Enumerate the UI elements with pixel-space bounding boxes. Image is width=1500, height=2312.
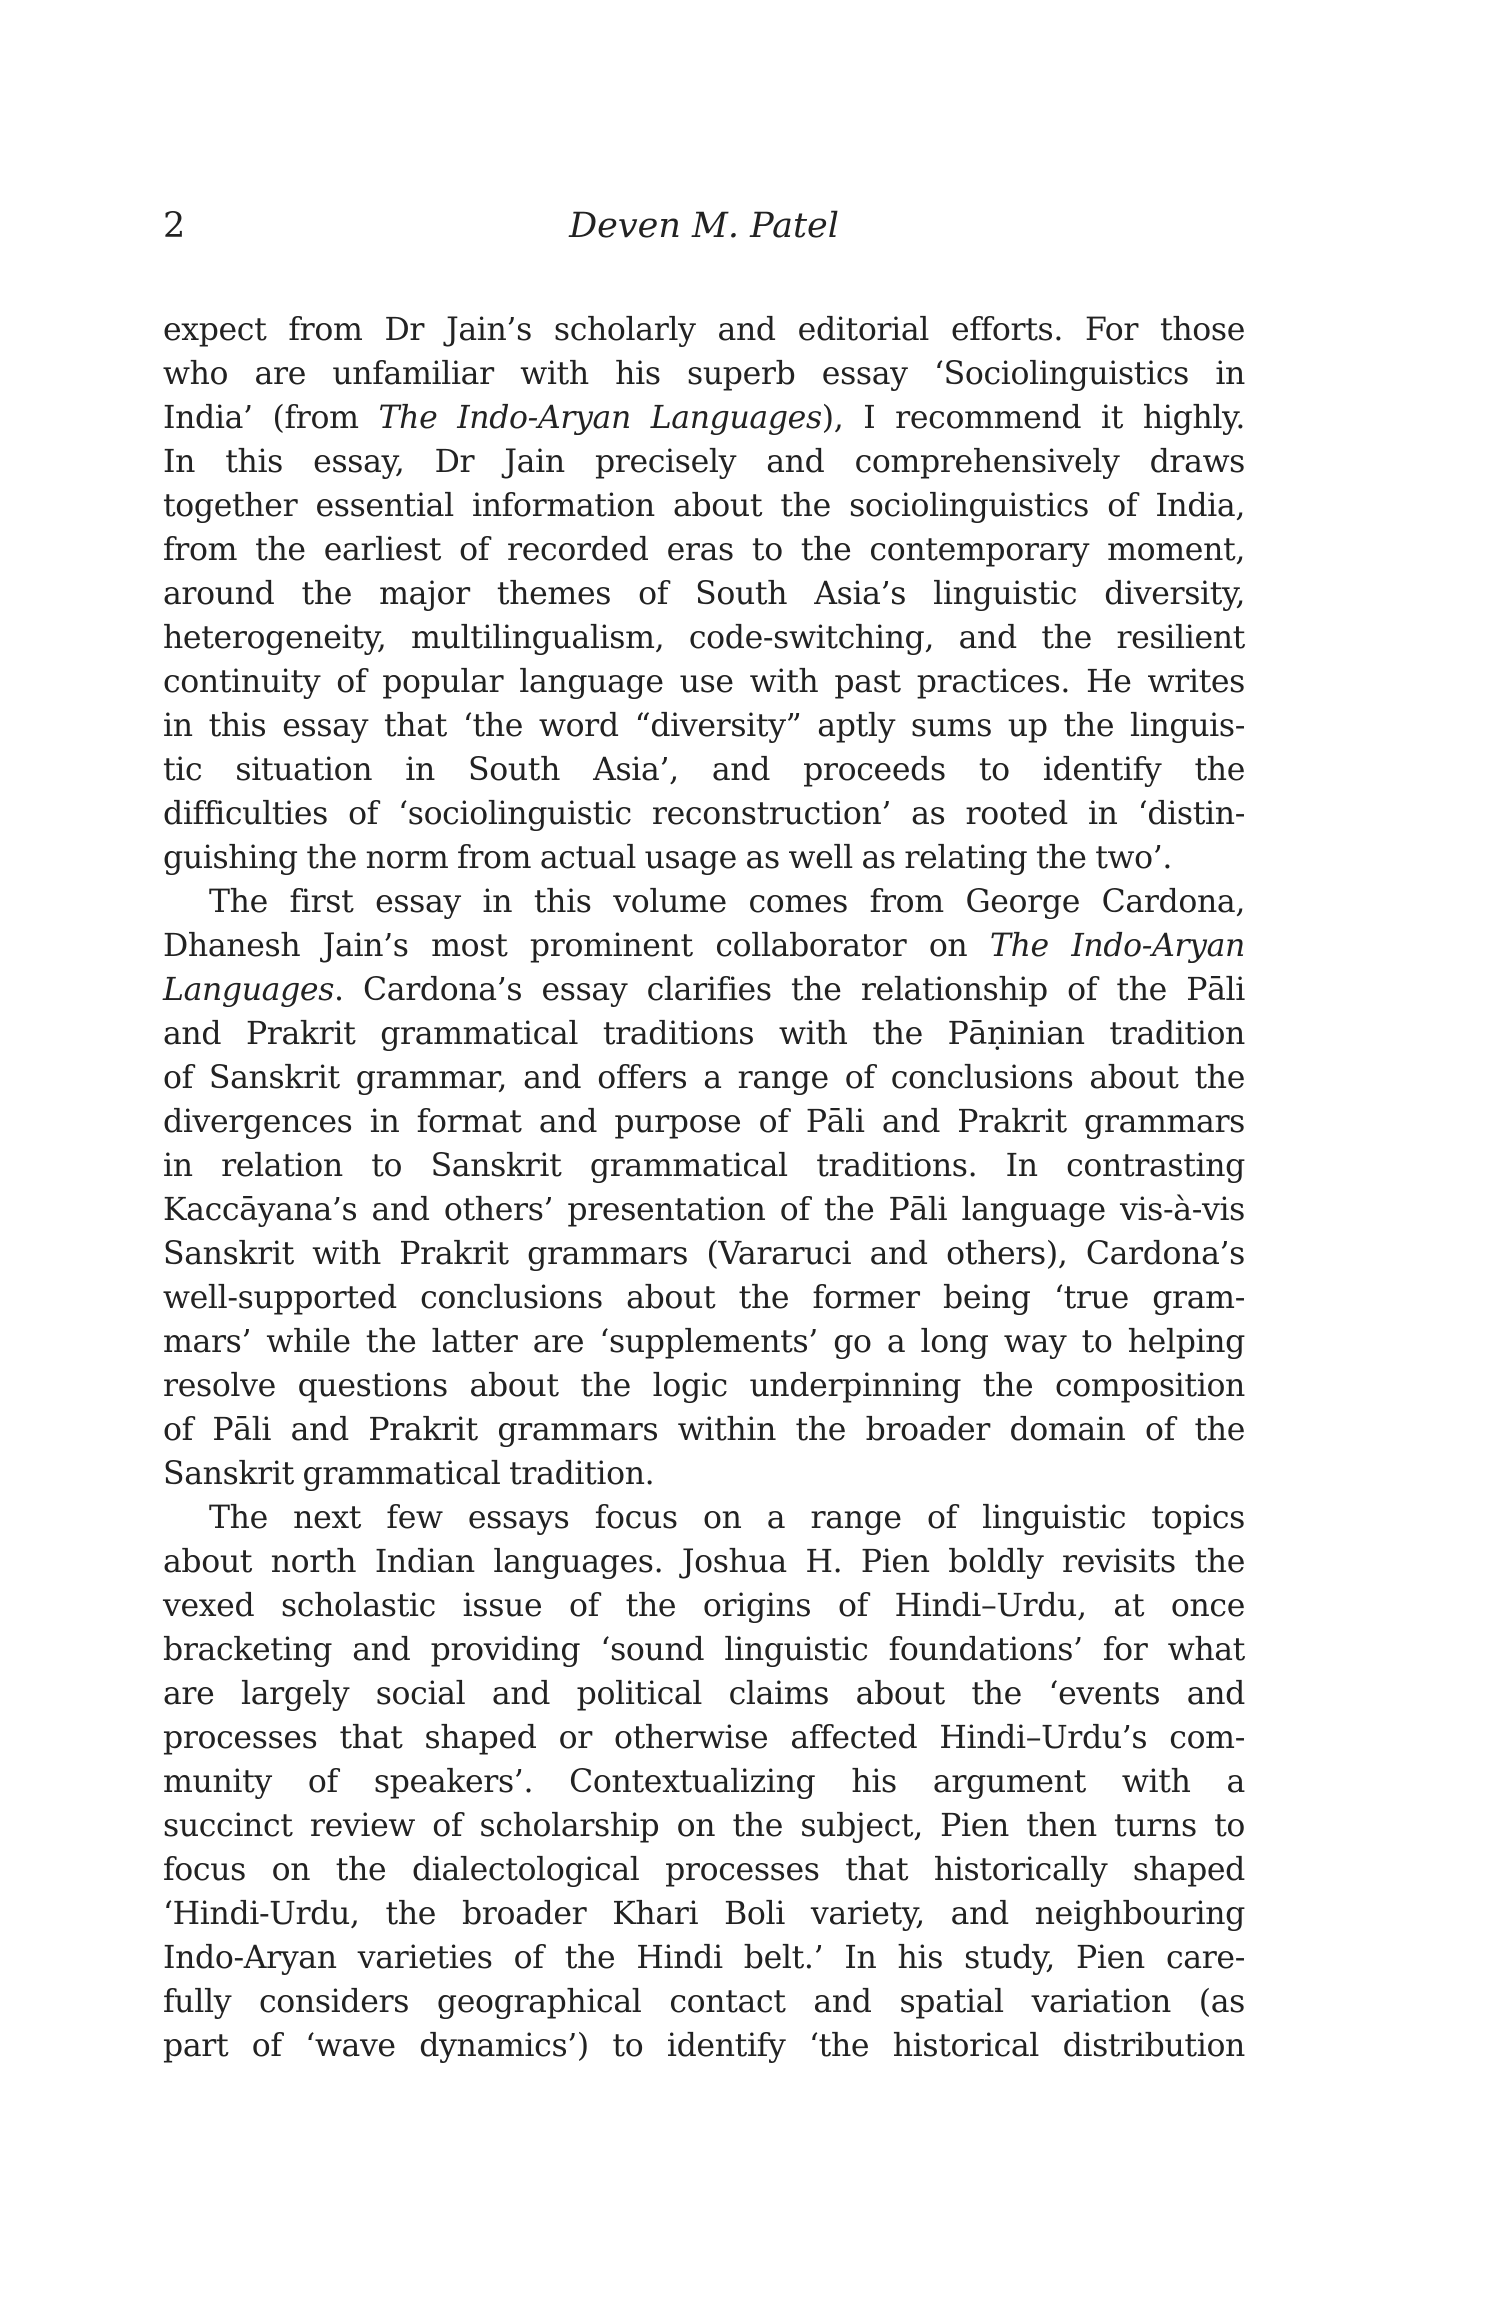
text-line (163, 572, 1245, 616)
text-line (163, 1056, 1245, 1100)
text-line (163, 880, 1245, 924)
text-segment: tic situation in South Asia’, and proceeds to identify the (163, 752, 1245, 788)
text-line (163, 1100, 1245, 1144)
text-segment: in relation to Sanskrit grammatical traditions. In contrasting (163, 1148, 1245, 1184)
text-line (163, 1496, 1245, 1540)
text-line (163, 484, 1245, 528)
text-segment: and Prakrit grammatical traditions with the Pāṇinian tradition (163, 1016, 1245, 1052)
italic-title: The Indo-Aryan (989, 928, 1245, 964)
text-segment: focus on the dialectological processes that historically shaped (163, 1852, 1245, 1888)
text-line (163, 1584, 1245, 1628)
text-line (163, 1760, 1245, 1804)
text-line (163, 792, 1245, 836)
text-segment: succinct review of scholarship on the subject, Pien then turns to (163, 1808, 1245, 1844)
text-line (163, 308, 1245, 352)
text-segment: Kaccāyana’s and others’ presentation of the Pāli language vis-à-vis (163, 1192, 1245, 1228)
text-segment: mars’ while the latter are ‘supplements’ go a long way to helping (163, 1324, 1245, 1360)
text-segment: are largely social and political claims about the ‘events and (163, 1676, 1245, 1712)
text-line (163, 1848, 1245, 1892)
text-line (163, 1188, 1245, 1232)
text-segment: difficulties of ‘sociolinguistic reconstruction’ as rooted in ‘distin- (163, 796, 1245, 832)
text-line (163, 352, 1245, 396)
paragraph (163, 880, 1245, 1496)
paragraph (163, 308, 1245, 880)
italic-title: The Indo-Aryan Languages (378, 400, 822, 436)
text-segment: of Pāli and Prakrit grammars within the broader domain of the (163, 1412, 1245, 1448)
text-segment: guishing the norm from actual usage as well as relating the two’. (163, 840, 1173, 876)
text-segment: Sanskrit grammatical tradition. (163, 1456, 655, 1492)
text-line (163, 1540, 1245, 1584)
text-line (163, 748, 1245, 792)
body-text (163, 308, 1245, 2068)
text-segment: Dhanesh Jain’s most prominent collaborator on (163, 928, 990, 964)
page-number: 2 (163, 206, 186, 246)
text-segment: India’ (from (163, 400, 379, 436)
text-segment: fully considers geographical contact and spatial variation (as (163, 1984, 1245, 2020)
text-segment: ), I recommend it highly. (821, 400, 1245, 436)
text-line (163, 1408, 1245, 1452)
text-segment: of Sanskrit grammar, and offers a range of conclusions about the (163, 1060, 1245, 1096)
text-segment: Sanskrit with Prakrit grammars (Vararuci and others), Cardona’s (163, 1236, 1245, 1272)
text-line (163, 1936, 1245, 1980)
text-line (163, 1232, 1245, 1276)
text-line (163, 1804, 1245, 1848)
text-line (163, 1144, 1245, 1188)
text-segment: . Cardona’s essay clarifies the relationship of the Pāli (334, 972, 1245, 1008)
text-line (163, 440, 1245, 484)
text-line (163, 396, 1245, 440)
text-line (163, 924, 1245, 968)
text-line (163, 1452, 1245, 1496)
text-segment: divergences in format and purpose of Pāli and Prakrit grammars (163, 1104, 1245, 1140)
text-segment: The first essay in this volume comes from George Cardona, (209, 884, 1245, 920)
text-segment: munity of speakers’. Contextualizing his argument with a (163, 1764, 1245, 1800)
text-segment: who are unfamiliar with his superb essay ‘Sociolinguistics in (163, 356, 1245, 392)
paragraph (163, 1496, 1245, 2068)
text-segment: expect from Dr Jain’s scholarly and editorial efforts. For those (163, 312, 1245, 348)
text-segment: from the earliest of recorded eras to the contemporary moment, (163, 532, 1245, 568)
text-segment: The next few essays focus on a range of linguistic topics (209, 1500, 1245, 1536)
text-segment: in this essay that ‘the word “diversity” aptly sums up the linguis- (163, 708, 1245, 744)
text-segment: about north Indian languages. Joshua H. Pien boldly revisits the (163, 1544, 1245, 1580)
text-line (163, 704, 1245, 748)
text-segment: In this essay, Dr Jain precisely and comprehensively draws (163, 444, 1245, 480)
text-segment: together essential information about the sociolinguistics of India, (163, 488, 1245, 524)
text-line (163, 1628, 1245, 1672)
text-segment: vexed scholastic issue of the origins of Hindi–Urdu, at once (163, 1588, 1245, 1624)
running-head (163, 204, 1245, 248)
text-segment: around the major themes of South Asia’s linguistic diversity, (163, 576, 1245, 612)
text-line (163, 2024, 1245, 2068)
text-segment: resolve questions about the logic underpinning the composition (163, 1368, 1245, 1404)
text-line (163, 660, 1245, 704)
text-segment: ‘Hindi-Urdu, the broader Khari Boli variety, and neighbouring (163, 1896, 1245, 1932)
text-segment: part of ‘wave dynamics’) to identify ‘the historical distribution (163, 2028, 1245, 2064)
text-line (163, 528, 1245, 572)
text-line (163, 1980, 1245, 2024)
text-line (163, 1892, 1245, 1936)
text-line (163, 968, 1245, 1012)
text-segment: Indo-Aryan varieties of the Hindi belt.’ In his study, Pien care- (163, 1940, 1245, 1976)
text-segment: well-supported conclusions about the former being ‘true gram- (163, 1280, 1245, 1316)
text-line (163, 616, 1245, 660)
text-line (163, 836, 1245, 880)
text-segment: continuity of popular language use with past practices. He writes (163, 664, 1245, 700)
text-line (163, 1276, 1245, 1320)
italic-title: Languages (163, 972, 335, 1008)
text-line (163, 1012, 1245, 1056)
text-line (163, 1320, 1245, 1364)
running-title: Deven M. Patel (569, 206, 839, 246)
text-segment: bracketing and providing ‘sound linguistic foundations’ for what (163, 1632, 1245, 1668)
text-segment: processes that shaped or otherwise affected Hindi–Urdu’s com- (163, 1720, 1245, 1756)
text-segment: heterogeneity, multilingualism, code-switching, and the resilient (163, 620, 1245, 656)
text-line (163, 1716, 1245, 1760)
text-line (163, 1364, 1245, 1408)
text-line (163, 1672, 1245, 1716)
